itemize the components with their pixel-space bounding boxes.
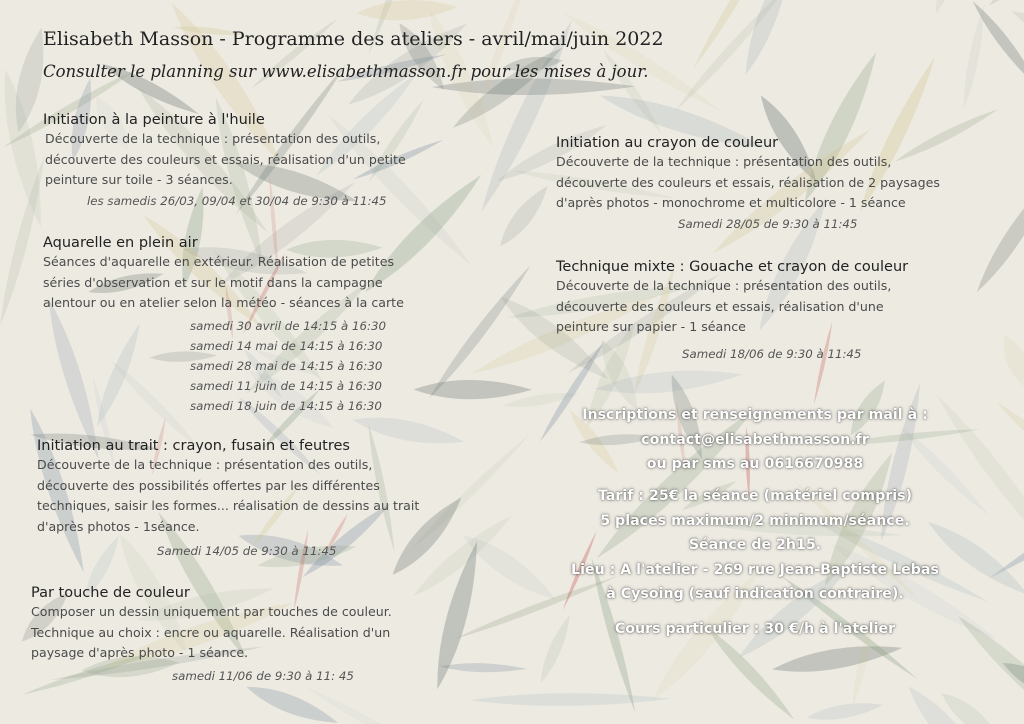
workshop-color-touch	[31, 584, 501, 686]
workshop-title: Initiation à la peinture à l'huile	[43, 112, 265, 128]
page-title: Elisabeth Masson - Programme des ateliers - avril/mai/juin 2022	[43, 28, 664, 50]
workshop-title: Initiation au trait : crayon, fusain et feutres	[37, 438, 350, 454]
contact-sms: ou par sms au 0616670988	[646, 456, 864, 472]
workshop-dates: Samedi 18/06 de 9:30 à 11:45	[682, 346, 862, 361]
pricing-private-lesson: Cours particulier : 30 €/h à l'atelier	[614, 620, 896, 637]
workshop-line-drawing	[37, 437, 507, 561]
workshop-mixed-technique	[556, 258, 1024, 364]
workshop-title: Initiation au crayon de couleur	[556, 135, 779, 151]
workshop-dates: Samedi 28/05 de 9:30 à 11:45	[678, 216, 858, 231]
workshop-description: Découverte de la technique : présentation des outils, découverte des couleurs et essais, réalisation d'un petite peinture sur toile - 3 séances.	[45, 131, 406, 187]
workshop-watercolor-outdoor	[43, 234, 513, 416]
pricing-duration: Séance de 2h15.	[688, 537, 822, 553]
workshop-title: Par touche de couleur	[31, 585, 190, 601]
workshop-description: Composer un dessin uniquement par touches de couleur. Technique au choix : encre ou aquarelle. Réalisation d'un paysage d'après photo - 1 séance.	[31, 604, 392, 660]
workshop-oil-painting	[43, 111, 513, 211]
pricing-places: 5 places maximum/2 minimum/séance.	[600, 512, 910, 529]
workshop-dates: Samedi 14/05 de 9:30 à 11:45	[157, 544, 337, 558]
workshop-colored-pencil	[556, 134, 1024, 234]
pricing-info	[540, 484, 970, 641]
contact-line: Inscriptions et renseignements par mail à :	[582, 407, 928, 423]
workshop-description: Découverte de la technique : présentation des outils, découverte des couleurs et essais, réalisation d'une peinture sur papier - 1 séance	[556, 278, 892, 334]
workshop-description: Découverte de la technique : présentation des outils, découverte des couleurs et essais, réalisation de 2 paysages d'après photos - monochrome et multicolore - 1 séance	[556, 154, 940, 210]
workshop-dates: les samedis 26/03, 09/04 et 30/04 de 9:30 à 11:45	[87, 193, 387, 208]
pricing-location-line1: Lieu : A l'atelier - 269 rue Jean-Baptiste Lebas	[571, 561, 939, 578]
page-subtitle: Consulter le planning sur www.elisabethmasson.fr pour les mises à jour.	[43, 62, 649, 81]
workshop-description: Découverte de la technique : présentation des outils, découverte des possibilités offertes par les différentes techniques, saisir les formes... réalisation de dessins au trait d'après photos - 1séance.	[37, 457, 420, 534]
workshop-title: Aquarelle en plein air	[43, 235, 198, 251]
workshop-dates: samedi 11/06 de 9:30 à 11: 45	[172, 668, 354, 683]
pricing-location-line2: à Cysoing (sauf indication contraire).	[606, 586, 904, 602]
workshop-description: Séances d'aquarelle en extérieur. Réalisation de petites séries d'observation et sur le motif dans la campagne alentour ou en atelier selon la météo - séances à la carte	[43, 254, 404, 310]
contact-info	[540, 403, 970, 477]
pricing-tarif: Tarif : 25€ la séance (matériel compris)	[597, 488, 913, 504]
contact-email: contact@elisabethmasson.fr	[641, 431, 869, 448]
workshop-dates: samedi 30 avril de 14:15 à 16:30 samedi 14 mai de 14:15 à 16:30 samedi 28 mai de 14:15 à 16:30 samedi 11 juin de 14:15 à 16:30 samedi 18 juin de 14:15 à 16:30	[190, 318, 386, 413]
workshop-title: Technique mixte : Gouache et crayon de couleur	[556, 259, 909, 275]
